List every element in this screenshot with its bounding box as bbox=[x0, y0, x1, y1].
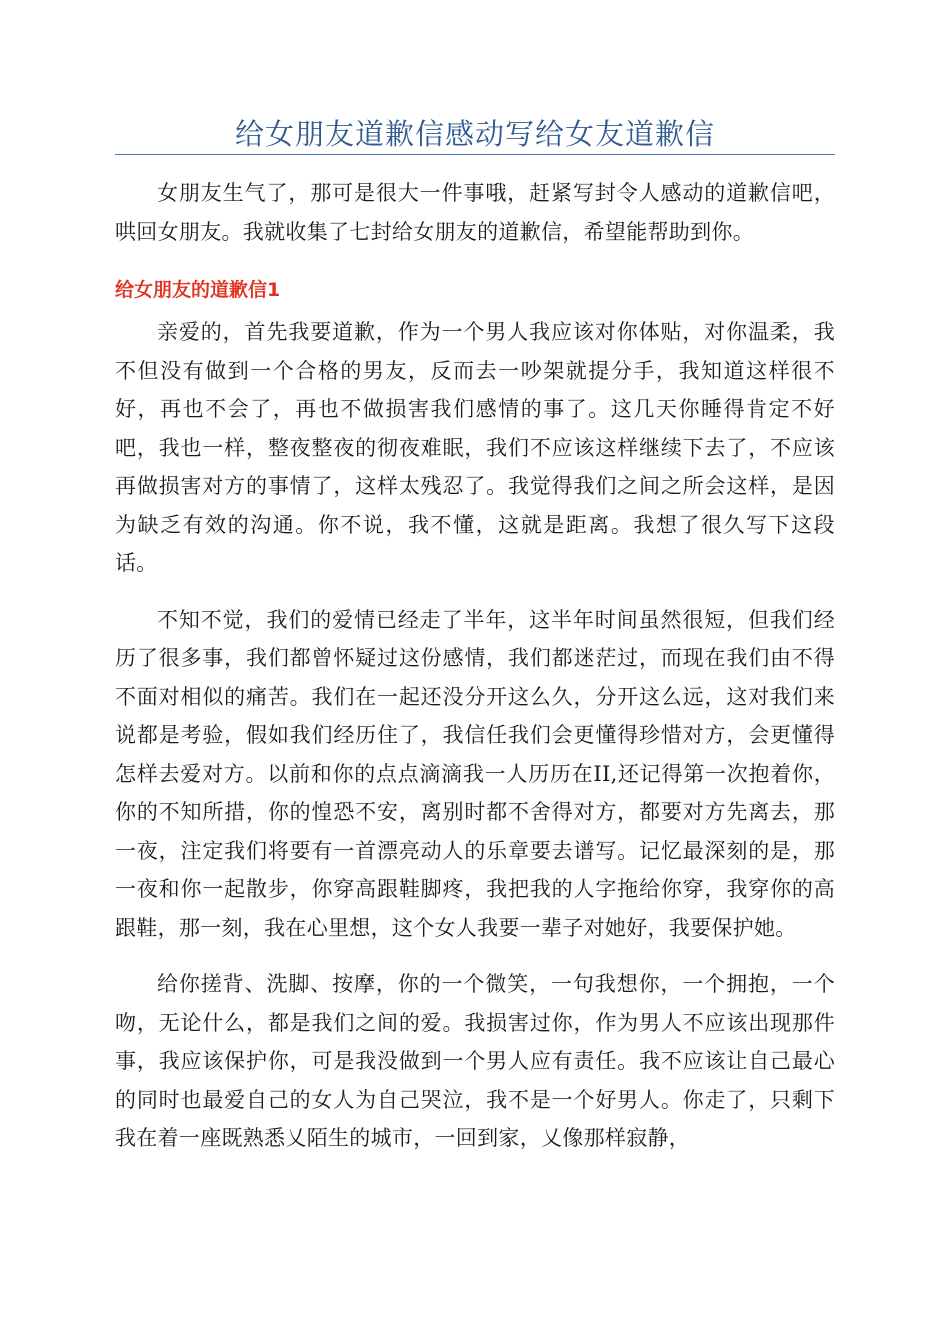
letter-section bbox=[115, 273, 835, 1158]
body-paragraph: 亲爱的，首先我要道歉，作为一个男人我应该对你体贴，对你温柔，我不但没有做到一个合格的男友，反而去一吵架就提分手，我知道这样很不好，再也不会了，再也不做损害我们感情的事了。这几天你睡得肯定不好吧，我也一样，整夜整夜的彻夜难眠，我们不应该这样继续下去了，不应该再做损害对方的事情了，这样太残忍了。我觉得我们之间之所会这样，是因为缺乏有效的沟通。你不说，我不懂，这就是距离。我想了很久写下这段话。 bbox=[115, 320, 835, 575]
body-paragraph: 给你搓背、洗脚、按摩，你的一个微笑，一句我想你，一个拥抱，一个吻，无论什么，都是我们之间的爱。我损害过你，作为男人不应该出现那件事，我应该保护你，可是我没做到一个男人应有责任。我不应该让自己最心的同时也最爱自己的女人为自己哭泣，我不是一个好男人。你走了，只剩下我在着一座既熟悉乂陌生的城市，一回到家，乂像那样寂静， bbox=[115, 972, 835, 1150]
document-title: 给女朋友道歉信感动写给女友道歉信 bbox=[234, 117, 715, 151]
document-body bbox=[115, 174, 835, 1158]
section-heading: 给女朋友的道歉信1 bbox=[115, 279, 281, 301]
body-paragraph: 不知不觉，我们的爱情已经走了半年，这半年时间虽然很短，但我们经历了很多事，我们都曾怀疑过这份感情，我们都迷茫过，而现在我们由不得不面对相似的痛苦。我们在一起还没分开这么久，分开这么远，这对我们来说都是考验，假如我们经历住了，我信任我们会更懂得珍惜对方，会更懂得怎样去爱对方。以前和你的点点滴滴我一人历历在II,还记得第一次抱着你，你的不知所措，你的惶恐不安，离别时都不舍得对方，都要对方先离去，那一夜，注定我们将要有一首漂亮动人的乐章要去谱写。记忆最深刻的是，那一夜和你一起散步，你穿高跟鞋脚疼，我把我的人字拖给你穿，我穿你的高跟鞋，那一刻，我在心里想，这个女人我要一辈子对她好，我要保护她。 bbox=[115, 607, 835, 940]
intro-paragraph: 女朋友生气了，那可是很大一件事哦，赶紧写封令人感动的道歉信吧，哄回女朋友。我就收集了七封给女朋友的道歉信，希望能帮助到你。 bbox=[115, 181, 835, 244]
title-underline bbox=[115, 154, 835, 155]
